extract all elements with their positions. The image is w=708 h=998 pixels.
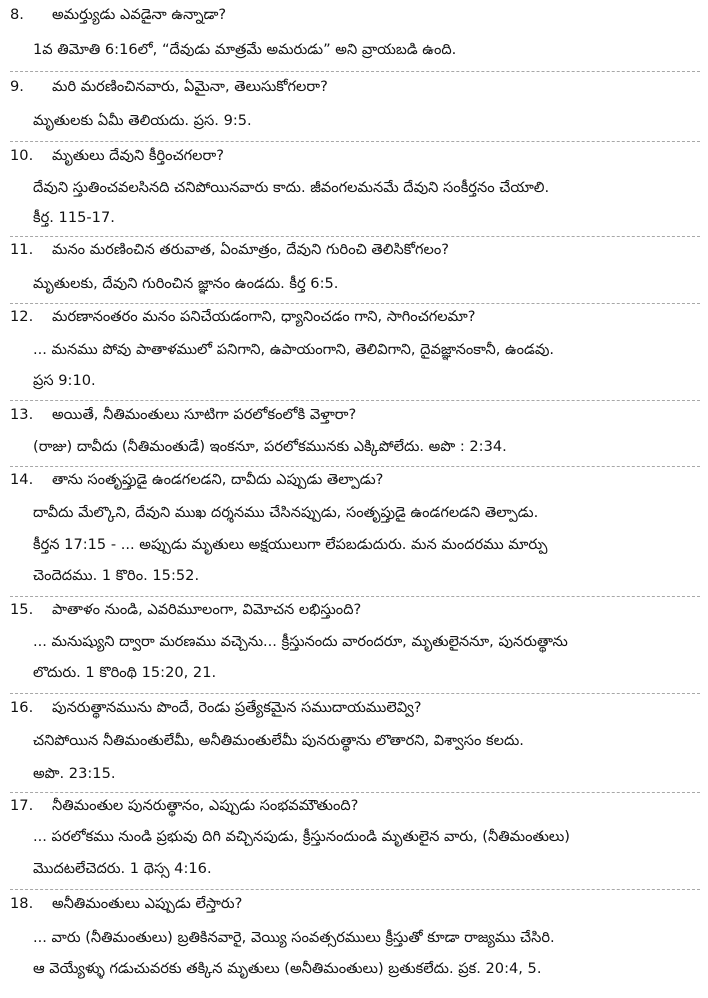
separator-line <box>10 71 700 72</box>
answer-text: 1వ తిమోతి 6:16లో, “దేవుడు మాత్రమే అమరుడు” అని వ్రాయబడి ఉంది. <box>33 41 457 58</box>
item-number: 14. <box>10 471 34 488</box>
item-number: 12. <box>10 308 34 325</box>
answer-text: ... వారు (నీతిమంతులు) బ్రతికినవారై, వెయ్యి సంవత్సరములు క్రీస్తుతో కూడా రాజ్యము చేసిరి. <box>33 929 555 946</box>
separator-line <box>10 400 700 401</box>
item-number: 16. <box>10 699 34 716</box>
answer-text: ... మనుష్యుని ద్వారా మరణము వచ్చెను... క్రీస్తునందు వారందరూ, మృతులైననూ, పునరుత్థాను <box>33 633 568 650</box>
question-text: అనీతిమంతులు ఎప్పుడు లేస్తారు? <box>52 895 243 912</box>
item-number: 18. <box>10 895 34 912</box>
separator-line <box>10 236 700 237</box>
question-text: అయితే, నీతిమంతులు సూటిగా పరలోకంలోకి వెళ్తారా? <box>52 406 357 423</box>
answer-text: దేవుని స్తుతించవలసినది చనిపోయినవారు కాదు. జీవంగలమనమే దేవుని సంకీర్తనం చేయాలి. <box>33 179 550 196</box>
answer-text: దావీదు మేల్కొని, దేవుని ముఖ దర్శనము చేసినప్పుడు, సంతృప్తుడై ఉండగలడని తెల్పాడు. <box>33 504 539 521</box>
separator-line <box>10 466 700 467</box>
question-text: మరణానంతరం మనం పనిచేయడంగాని, ధ్యానించడం గాని, సాగించగలమా? <box>52 308 476 325</box>
question-text: పునరుత్థానమును పొందే, రెండు ప్రత్యేకమైన సముదాయములెవ్వి? <box>52 699 422 716</box>
answer-text: లొదురు. 1 కొరింథి 15:20, 21. <box>33 664 217 681</box>
separator-line <box>10 596 700 597</box>
item-number: 8. <box>10 6 24 23</box>
question-text: అమర్త్యుడు ఎవడైనా ఉన్నాడా? <box>52 6 227 23</box>
item-number: 15. <box>10 601 34 618</box>
separator-line <box>10 303 700 304</box>
question-text: మరి మరణించినవారు, ఏమైనా, తెలుసుకోగలరా? <box>52 78 328 95</box>
answer-text: మృతులకు ఏమీ తెలియదు. ప్రస. 9:5. <box>33 112 252 129</box>
answer-text: కీర్తన 17:15 - ... అప్పుడు మృతులు అక్షయులుగా లేపబడుదురు. మన మందరము మార్పు <box>33 536 548 553</box>
answer-text: కీర్త. 115-17. <box>33 209 115 226</box>
separator-line <box>10 141 700 142</box>
item-number: 13. <box>10 406 34 423</box>
answer-text: ఆ వెయ్యేళ్ళు గడుచువరకు తక్కిన మృతులు (అనీతిమంతులు) బ్రతుకలేదు. ప్రక. 20:4, 5. <box>33 960 542 977</box>
item-number: 11. <box>10 241 34 258</box>
answer-text: (రాజు) దావీదు (నీతిమంతుడే) ఇంకనూ, పరలోకమునకు ఎక్కిపోలేదు. అపొ : 2:34. <box>33 438 507 455</box>
item-number: 9. <box>10 78 24 95</box>
answer-text: ... పరలోకము నుండి ప్రభువు దిగి వచ్చినపుడు, క్రీస్తునందుండి మృతులైన వారు, (నీతిమంతులు) <box>33 828 570 845</box>
answer-text: అపొ. 23:15. <box>33 765 116 782</box>
question-text: మృతులు దేవుని కీర్తించగలరా? <box>52 147 224 164</box>
question-text: పాతాళం నుండి, ఎవరిమూలంగా, విమోచన లభిస్తుంది? <box>52 601 362 618</box>
answer-text: మృతులకు, దేవుని గురించిన జ్ఞానం ఉండదు. కీర్త 6:5. <box>33 275 339 292</box>
item-number: 10. <box>10 147 34 164</box>
answer-text: చెందెదము. 1 కొరిం. 15:52. <box>33 567 200 584</box>
question-text: నీతిమంతుల పునరుత్థానం, ఎప్పుడు సంభవమౌతుంది? <box>52 797 359 814</box>
separator-line <box>10 889 700 890</box>
answer-text: చనిపోయిన నీతిమంతులేమీ, అనీతిమంతులేమీ పునరుత్థాను లొతారని, విశ్వాసం కలదు. <box>33 732 524 749</box>
answer-text: ప్రస 9:10. <box>33 372 96 389</box>
answer-text: మొదటలేచెదరు. 1 థెస్స 4:16. <box>33 860 212 877</box>
answer-text: ... మనము పోవు పాతాళములో పనిగాని, ఉపాయంగాని, తెలివిగాని, దైవజ్ఞానంకానీ, ఉండవు. <box>33 341 555 358</box>
item-number: 17. <box>10 797 34 814</box>
separator-line <box>10 693 700 694</box>
question-text: మనం మరణించిన తరువాత, ఏంమాత్రం, దేవుని గురించి తెలిసికోగలం? <box>52 241 449 258</box>
question-text: తాను సంతృప్తుడై ఉండగలడని, దావీదు ఎప్పుడు తెల్పాడు? <box>52 471 384 488</box>
separator-line <box>10 792 700 793</box>
